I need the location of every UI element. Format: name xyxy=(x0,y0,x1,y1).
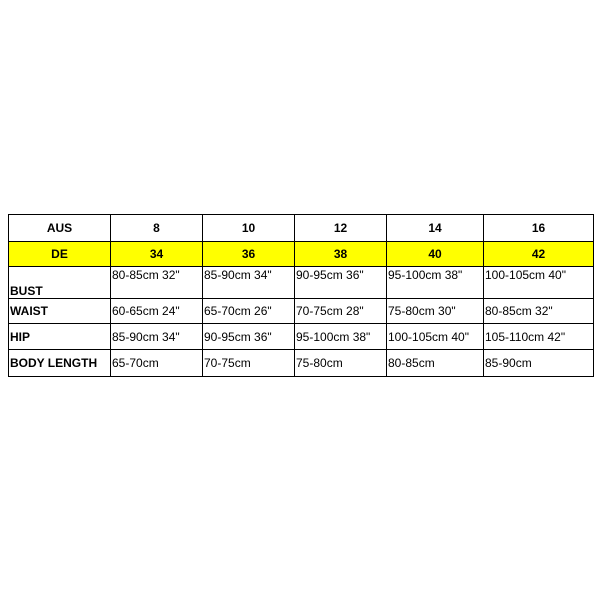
aus-label: AUS xyxy=(9,215,111,242)
waist-label: WAIST xyxy=(9,299,111,324)
aus-size-cell: 14 xyxy=(387,215,484,242)
de-label: DE xyxy=(9,242,111,267)
de-size-cell: 34 xyxy=(111,242,203,267)
bust-value-cell: 100-105cm 40" xyxy=(484,267,594,299)
de-size-row xyxy=(9,242,594,267)
bust-row xyxy=(9,267,594,299)
size-chart-table xyxy=(8,214,594,377)
aus-size-cell: 16 xyxy=(484,215,594,242)
waist-value-cell: 60-65cm 24" xyxy=(111,299,203,324)
de-size-cell: 36 xyxy=(203,242,295,267)
de-size-cell: 40 xyxy=(387,242,484,267)
bust-value-cell: 80-85cm 32" xyxy=(111,267,203,299)
aus-size-cell: 10 xyxy=(203,215,295,242)
waist-row xyxy=(9,299,594,324)
aus-size-cell: 12 xyxy=(295,215,387,242)
bust-value-cell: 95-100cm 38" xyxy=(387,267,484,299)
aus-size-cell: 8 xyxy=(111,215,203,242)
bust-value-cell: 90-95cm 36" xyxy=(295,267,387,299)
de-size-cell: 38 xyxy=(295,242,387,267)
de-size-cell: 42 xyxy=(484,242,594,267)
hip-value-cell: 90-95cm 36" xyxy=(203,324,295,350)
waist-value-cell: 65-70cm 26" xyxy=(203,299,295,324)
hip-row xyxy=(9,324,594,350)
waist-value-cell: 80-85cm 32" xyxy=(484,299,594,324)
body-length-value-cell: 65-70cm xyxy=(111,350,203,377)
body-length-value-cell: 75-80cm xyxy=(295,350,387,377)
aus-size-row xyxy=(9,215,594,242)
bust-value-cell: 85-90cm 34" xyxy=(203,267,295,299)
waist-value-cell: 75-80cm 30" xyxy=(387,299,484,324)
body-length-value-cell: 80-85cm xyxy=(387,350,484,377)
bust-label: BUST xyxy=(9,267,111,299)
body-length-label: BODY LENGTH xyxy=(9,350,111,377)
body-length-value-cell: 85-90cm xyxy=(484,350,594,377)
hip-value-cell: 85-90cm 34" xyxy=(111,324,203,350)
body-length-value-cell: 70-75cm xyxy=(203,350,295,377)
hip-label: HIP xyxy=(9,324,111,350)
body-length-row xyxy=(9,350,594,377)
waist-value-cell: 70-75cm 28" xyxy=(295,299,387,324)
hip-value-cell: 95-100cm 38" xyxy=(295,324,387,350)
hip-value-cell: 100-105cm 40" xyxy=(387,324,484,350)
hip-value-cell: 105-110cm 42" xyxy=(484,324,594,350)
